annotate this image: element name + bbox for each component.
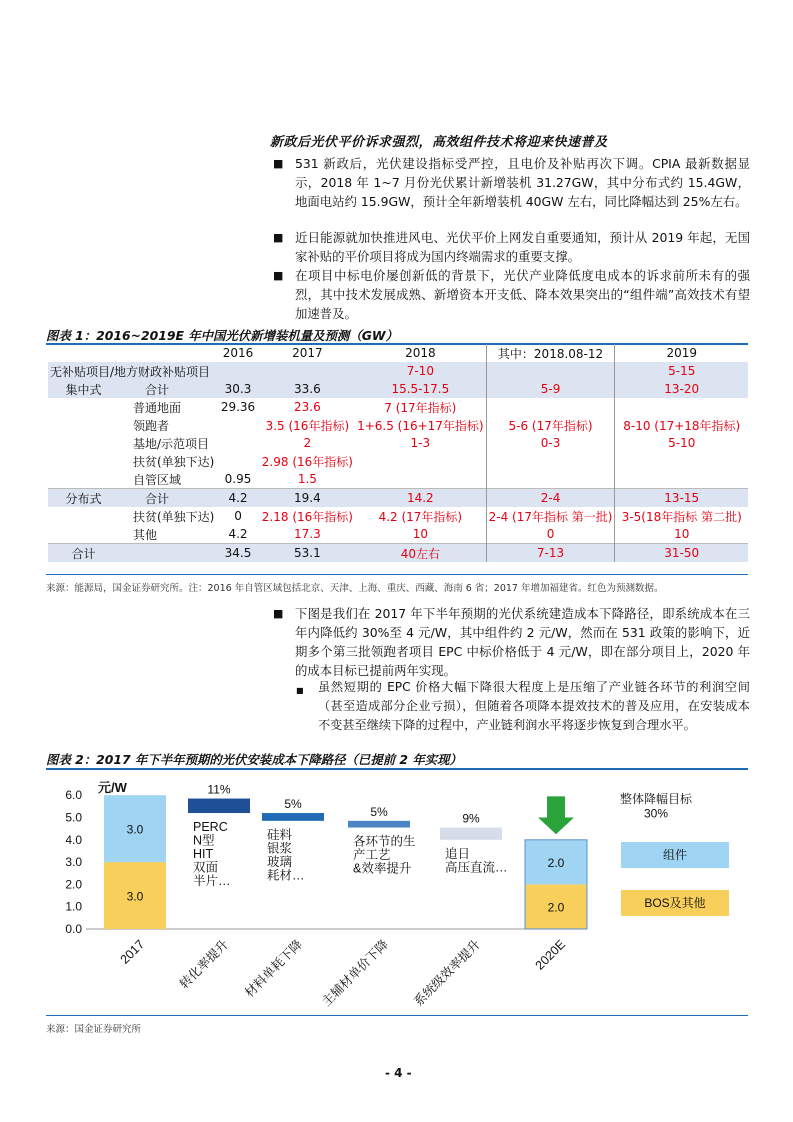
table1-title: 图表 1：2016~2019E 年中国光伏新增装机量及预测（GW） xyxy=(46,328,398,343)
row-label: 合计 xyxy=(119,380,216,398)
waterfall-desc-line: N型 xyxy=(193,833,215,848)
table-cell: 2.18 (16年指标) xyxy=(261,509,353,524)
table-cell: 4.2 xyxy=(228,527,248,541)
table-cell: 5-9 xyxy=(486,380,615,398)
table-cell: 2-4 (17年指标 第一批) xyxy=(486,507,615,525)
chart-title: 图表 2：2017 年下半年预期的光伏安装成本下降路径（已提前 2 年实现） xyxy=(46,752,462,767)
table-row xyxy=(48,489,748,508)
x-category-label: 2020E xyxy=(532,937,569,973)
waterfall-desc-line: 玻璃 xyxy=(267,854,293,869)
y-tick-label: 5.0 xyxy=(65,810,82,825)
y-tick-label: 0.0 xyxy=(65,922,82,936)
header-cell: 2018 xyxy=(405,346,436,360)
waterfall-desc-line: 各环节的生 xyxy=(353,834,416,849)
waterfall-percent-label: 5% xyxy=(370,804,388,819)
bos-value-label: 3.0 xyxy=(126,889,144,904)
chart-bottom-rule xyxy=(46,1015,748,1016)
table-cell: 17.3 xyxy=(294,527,321,541)
table-cell xyxy=(216,362,259,380)
bullet-text: 下图是我们在 2017 年下半年预期的光伏系统建造成本下降路径，即系统成本在三年内降低约 30%至 4 元/W，其中组件约 2 元/W，然而在 531 政策的影响下，近期多个第三批领跑者项目 EPC 中标价格低于 4 元/W，即在部分项目上，2020 年的成本目标已提前两年实现。 xyxy=(295,606,750,678)
table-row xyxy=(48,416,748,434)
table-cell: 10 xyxy=(674,527,690,541)
bullet-square-icon: ■ xyxy=(273,157,284,170)
waterfall-desc-line: PERC xyxy=(193,820,228,835)
table-cell xyxy=(486,470,615,489)
waterfall-percent-label: 9% xyxy=(462,811,480,826)
bullet-paragraph xyxy=(273,154,750,211)
table-cell: 4.2 xyxy=(216,489,259,508)
table-cell: 30.3 xyxy=(216,380,259,398)
table-cell: 2.98 (16年指标) xyxy=(261,454,353,469)
table-row xyxy=(48,362,748,380)
x-category-label: 转化率提升 xyxy=(177,937,232,992)
table1-bottom-rule xyxy=(46,574,748,575)
row-group-label xyxy=(48,398,119,416)
table-cell: 1.5 xyxy=(297,472,317,486)
table-cell: 0 xyxy=(486,525,615,544)
table-cell xyxy=(260,362,355,380)
row-group-label xyxy=(48,416,119,434)
sub-bullet-paragraph xyxy=(296,678,750,735)
y-tick-label: 6.0 xyxy=(65,788,82,803)
table-cell: 13-20 xyxy=(615,380,748,398)
table-cell: 15.5-17.5 xyxy=(355,380,486,398)
bullet-square-icon: ■ xyxy=(273,231,284,244)
row-group-label: 集中式 xyxy=(48,380,119,398)
down-arrow-icon xyxy=(538,796,574,834)
header-cell: 其中：2018.08-12 xyxy=(486,344,615,362)
bullet-paragraph xyxy=(273,228,750,266)
waterfall-desc-line: 高压直流… xyxy=(445,860,508,875)
cost-path-chart xyxy=(46,772,748,1010)
capacity-table xyxy=(48,344,748,562)
table-cell: 23.6 xyxy=(294,400,321,414)
header-cell: 2019 xyxy=(666,346,698,360)
table-cell: 10 xyxy=(412,527,428,541)
bullet-square-icon: ■ xyxy=(296,686,304,695)
waterfall-desc-line: HIT xyxy=(193,847,214,862)
waterfall-desc-line: 硅料 xyxy=(267,827,293,842)
header-cell: 2017 xyxy=(292,346,323,360)
table-cell xyxy=(355,452,486,470)
waterfall-desc-line: &效率提升 xyxy=(353,861,412,876)
table-cell: 40左右 xyxy=(355,544,486,563)
table-row xyxy=(48,544,748,563)
table-row xyxy=(48,470,748,489)
bos-value-label: 2.0 xyxy=(547,900,565,915)
bullet-text: 531 新政后，光伏建设指标受严控，且电价及补贴再次下调。CPIA 最新数据显示，2018 年 1~7 月份光伏累计新增装机 31.27GW，其中分布式约 15.4GW，地面电站约 15.9GW，预计全年新增装机 40GW 左右，同比降幅达到 25%左右。 xyxy=(295,156,750,209)
row-label: 自管区域 xyxy=(132,472,181,487)
table-cell: 5-6 (17年指标) xyxy=(486,416,615,434)
waterfall-desc-line: 半片… xyxy=(193,874,231,889)
legend-title: 整体降幅目标 xyxy=(619,792,693,807)
legend-title: 30% xyxy=(643,806,669,821)
waterfall-desc-line: 追日 xyxy=(445,846,471,861)
bullet-paragraph xyxy=(273,266,750,323)
y-axis-label: 元/W xyxy=(98,780,127,796)
table-row xyxy=(48,380,748,398)
table-cell xyxy=(615,452,748,470)
waterfall-bar xyxy=(440,828,502,840)
table-row xyxy=(48,452,748,470)
table-cell: 7-10 xyxy=(355,362,486,380)
table-cell: 19.4 xyxy=(260,489,355,508)
table-cell: 0.95 xyxy=(224,472,252,486)
row-group-label: 合计 xyxy=(48,544,119,563)
y-tick-label: 3.0 xyxy=(65,855,82,870)
table-cell: 3.5 (16年指标) xyxy=(265,418,350,433)
table-cell xyxy=(355,470,486,489)
table-row xyxy=(48,507,748,525)
legend-bos-label: BOS及其他 xyxy=(644,895,706,910)
table-row xyxy=(48,525,748,544)
waterfall-desc-line: 双面 xyxy=(193,860,219,875)
table-cell: 53.1 xyxy=(260,544,355,563)
module-value-label: 2.0 xyxy=(547,856,565,871)
bullet-square-icon: ■ xyxy=(273,269,284,282)
table-cell: 4.2 (17年指标) xyxy=(378,509,463,524)
table-cell xyxy=(615,398,748,416)
bullet-paragraph xyxy=(273,604,750,680)
row-label xyxy=(119,544,216,563)
row-group-label: 无补贴项目/地方财政补贴项目 xyxy=(48,362,216,380)
row-label: 基地/示范项目 xyxy=(132,436,210,451)
table-cell: 5-15 xyxy=(615,362,748,380)
y-tick-label: 4.0 xyxy=(65,832,82,847)
x-category-label: 材料单耗下降 xyxy=(242,937,306,1001)
chart-source: 来源：国金证券研究所 xyxy=(46,1024,142,1035)
table-cell: 8-10 (17+18年指标) xyxy=(623,418,741,433)
header-cell xyxy=(119,344,216,362)
bullet-text: 在项目中标电价屡创新低的背景下，光伏产业降低度电成本的诉求前所未有的强烈，其中技术发展成熟、新增资本开支低、降本效果突出的“组件端”高效技术有望加速普及。 xyxy=(295,268,750,321)
table-cell: 34.5 xyxy=(216,544,259,563)
waterfall-desc-line: 银浆 xyxy=(267,841,293,856)
table-header-row xyxy=(48,344,748,362)
row-label: 扶贫(单独下达) xyxy=(132,454,215,469)
row-group-label: 分布式 xyxy=(48,489,119,508)
table-cell xyxy=(216,434,259,452)
waterfall-desc-line: 产工艺 xyxy=(353,848,391,863)
table-cell: 13-15 xyxy=(615,489,748,508)
legend-module-label: 组件 xyxy=(662,848,688,863)
table-cell: 0-3 xyxy=(486,434,615,452)
table-cell xyxy=(486,362,615,380)
x-category-label: 系统级效率提升 xyxy=(411,937,484,1010)
row-label: 其他 xyxy=(132,527,157,542)
y-tick-label: 2.0 xyxy=(65,877,82,892)
waterfall-bar xyxy=(348,821,410,828)
table-cell: 7 (17年指标) xyxy=(384,400,457,415)
table-cell: 3-5(18年指标 第二批) xyxy=(621,509,742,524)
waterfall-bar xyxy=(262,813,324,821)
table-row xyxy=(48,398,748,416)
table-cell xyxy=(216,416,259,434)
page-number: - 4 - xyxy=(385,1066,412,1080)
bullet-text: 近日能源就加快推进风电、光伏平价上网发自重要通知，预计从 2019 年起，无国家补贴的平价项目将成为国内终端需求的重要支撑。 xyxy=(295,230,750,264)
header-cell: 2016 xyxy=(222,346,254,360)
table-cell: 1-3 xyxy=(410,436,431,450)
x-category-label: 主辅材单价下降 xyxy=(319,937,392,1010)
table-cell: 33.6 xyxy=(260,380,355,398)
table-cell xyxy=(615,470,748,489)
y-tick-label: 1.0 xyxy=(65,899,82,914)
table-cell: 31-50 xyxy=(615,544,748,563)
row-label: 合计 xyxy=(119,489,216,508)
bullet-text: 虽然短期的 EPC 价格大幅下降很大程度上是压缩了产业链各环节的利润空间（甚至造成部分企业亏损），但随着各项降本提效技术的普及应用，在安装成本不变甚至继续下降的过程中，产业链利润水平将逐步恢复到合理水平。 xyxy=(318,680,750,732)
waterfall-bar xyxy=(188,799,250,813)
waterfall-percent-label: 11% xyxy=(207,782,231,797)
bullet-square-icon: ■ xyxy=(273,607,284,620)
row-group-label xyxy=(48,525,119,544)
row-group-label xyxy=(48,507,119,525)
module-value-label: 3.0 xyxy=(126,822,144,837)
x-category-label: 2017 xyxy=(117,937,148,967)
row-group-label xyxy=(48,452,119,470)
header-cell xyxy=(48,344,119,362)
table1-source: 来源：能源局，国金证券研究所。注：2016 年自管区域包括北京、天津、上海、重庆、西藏、海南 6 省；2017 年增加福建省。红色为预测数据。 xyxy=(46,583,664,594)
table-cell: 14.2 xyxy=(355,489,486,508)
table-cell: 2-4 xyxy=(486,489,615,508)
row-label: 领跑者 xyxy=(132,418,169,433)
table-cell: 1+6.5 (16+17年指标) xyxy=(357,418,484,433)
table-row xyxy=(48,434,748,452)
section-heading: 新政后光伏平价诉求强烈，高效组件技术将迎来快速普及 xyxy=(270,135,608,150)
table-cell: 2 xyxy=(303,436,312,450)
table-cell: 0 xyxy=(234,509,242,523)
table-cell xyxy=(486,398,615,416)
table-cell: 7-13 xyxy=(486,544,615,563)
table-cell xyxy=(486,452,615,470)
row-label: 扶贫(单独下达) xyxy=(132,509,215,524)
table-cell: 29.36 xyxy=(220,400,256,414)
waterfall-percent-label: 5% xyxy=(284,797,302,812)
row-group-label xyxy=(48,470,119,489)
table-cell xyxy=(216,452,259,470)
waterfall-desc-line: 耗材… xyxy=(267,868,305,883)
table-cell: 5-10 xyxy=(668,436,696,450)
row-group-label xyxy=(48,434,119,452)
chart-top-rule xyxy=(46,768,748,770)
row-label: 普通地面 xyxy=(132,400,181,415)
